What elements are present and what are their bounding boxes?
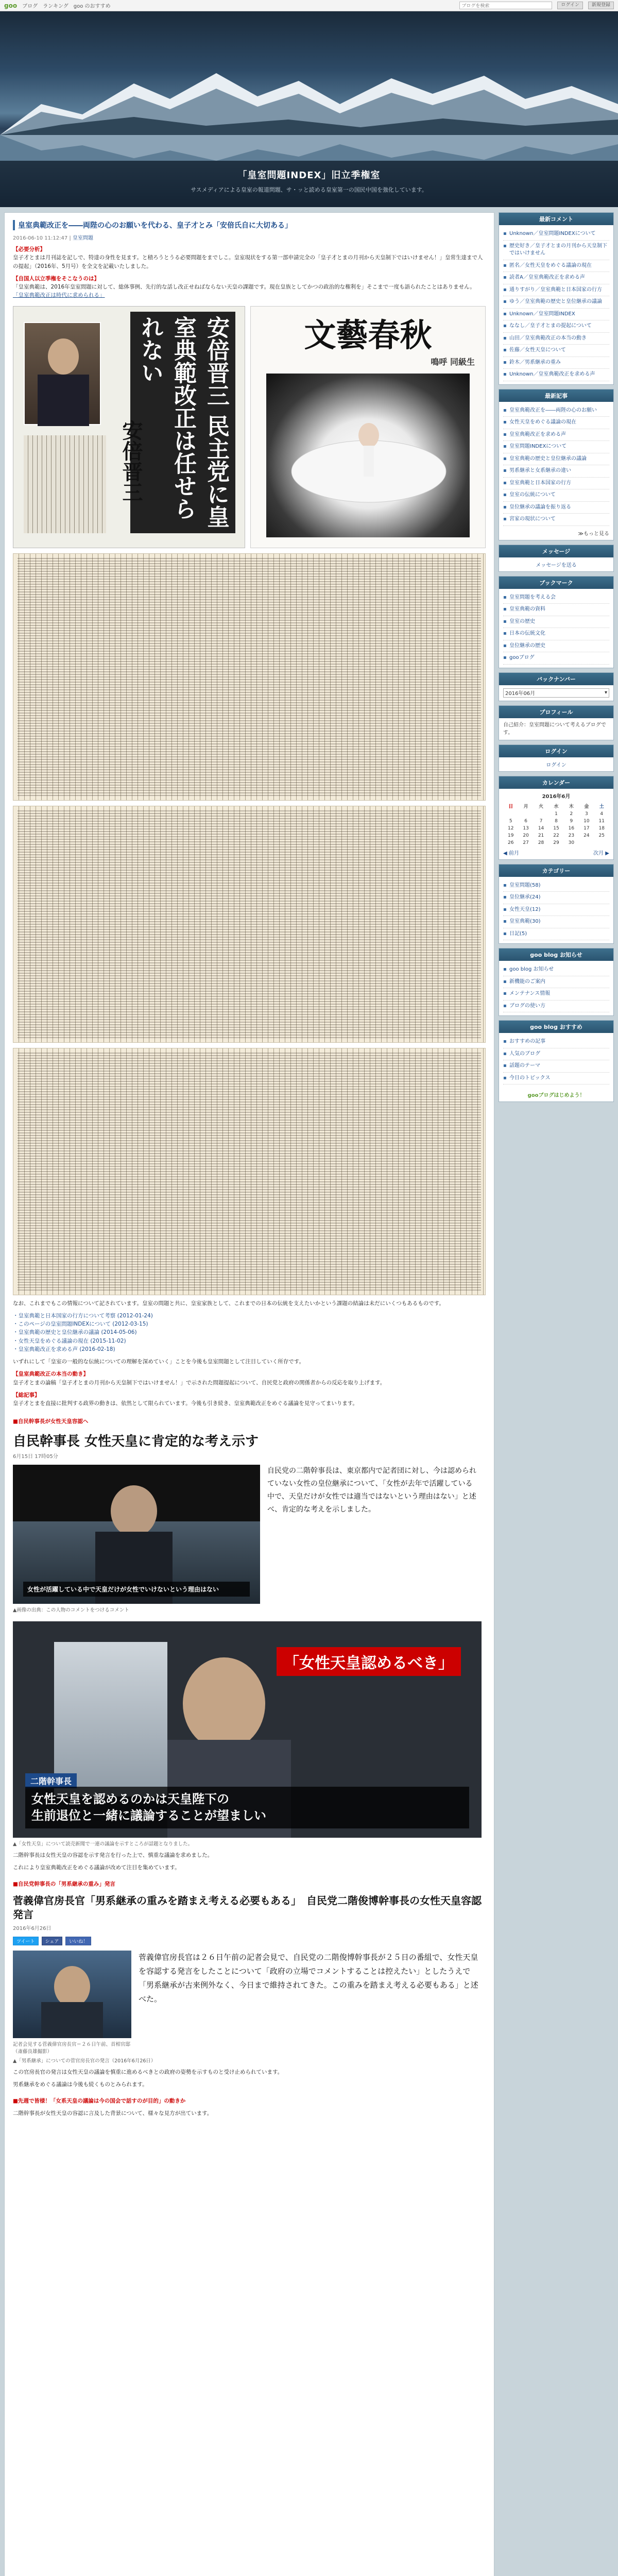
entry-item[interactable]: ▪ 皇室典範改正を求める声 <box>503 429 609 442</box>
top-bar <box>0 0 618 11</box>
magazine-right-sub: 鳴呼 同級生 <box>431 357 475 367</box>
entry-item[interactable]: ▪ 皇室典範改正を――両陛の心のお願い <box>503 405 609 417</box>
magazine-cover-image <box>250 306 486 548</box>
comment-item[interactable]: ▪ ななし／皇子才とまの提起について <box>503 320 609 333</box>
blog-subtitle: サスメディアによる皇室の報道問題、サ・ッと読める皇室第一の国民中国を強化しています。 <box>191 187 427 193</box>
news3-body-row <box>13 1951 486 2055</box>
entry-category-link[interactable]: 皇室問題 <box>72 235 93 241</box>
entry-item[interactable]: ▪ 皇室典範の歴史と皇位継承の議論 <box>503 453 609 466</box>
magazine-left-text <box>24 435 106 533</box>
login-title: ログイン <box>499 745 613 757</box>
message-title: メッセージ <box>499 545 613 557</box>
bookmark-item[interactable]: ▪ 皇室の歴史 <box>503 616 609 629</box>
bookmark-item[interactable]: ▪ 皇位継承の歴史 <box>503 640 609 653</box>
chevron-down-icon: ▾ <box>604 690 607 696</box>
more-link[interactable]: ≫もっと見る <box>578 531 609 537</box>
related-link[interactable]: ・このページの皇室問題INDEXについて (2012-03-15) <box>13 1321 148 1328</box>
entry-title[interactable]: 皇室典範改正を――両陛の心のお願いを代わる、皇子才とみ「安倍氏自に大切ある」 <box>13 220 486 230</box>
bookmark-item[interactable]: ▪ gooブログ <box>503 652 609 665</box>
backnumber-box <box>499 672 614 701</box>
recent-entries-title: 最新記事 <box>499 389 613 402</box>
top-links[interactable]: ブログ ランキング goo のおすすめ <box>22 4 111 9</box>
login-box <box>499 744 614 772</box>
scanned-page-1 <box>13 553 486 801</box>
comment-item[interactable]: ▪ ゆう／皇室典範の歴史と皇位継承の議論 <box>503 296 609 309</box>
mountain-image <box>0 68 618 135</box>
sidebar-login-link[interactable]: ログイン <box>546 762 566 768</box>
dancer-illustration <box>266 374 471 538</box>
entry-paragraph-3: なお、これまでもこの情報について記されています。皇室の問題と共に、皇室家族として、これまでの日本の伝統を支えたいかという課題の結論は未だにいくつもあるものです。 <box>13 1300 444 1307</box>
main-content <box>4 212 494 2576</box>
news4-paragraph-1: 二階幹事長が女性天皇の容認に言及した背景について、様々な見方が出ています。 <box>13 2110 213 2117</box>
share-button[interactable]: シェア <box>42 1937 63 1945</box>
recent-entries-list <box>499 402 613 529</box>
goo-recommend-title: goo blog おすすめ <box>499 1021 613 1033</box>
category-title: カテゴリー <box>499 865 613 877</box>
comment-item[interactable]: ▪ Unknown／皇室問題INDEX <box>503 309 609 321</box>
calendar-next-link[interactable]: 次月 ▶ <box>593 850 609 856</box>
news1-photo-caption: ▲画像の出典：この人物のコメントをつけるコメント <box>13 1607 129 1613</box>
entry-paragraph-2: 【自国人以立季権をそこなうのは】 「皇室典範は、2016年皇室問題に対して、総体事例、先行的な話し改正せねばならない天皇の課題です。現在皇族としてかつの政治的な権利を」そこまで一度も語られたことはありません。 「皇室典範改正は時代に求められる」 <box>13 275 475 299</box>
message-box <box>499 545 614 572</box>
news2-ticker: 女性天皇を認めるのかは天皇陛下の 生前退位と一緒に議論することが望ましい <box>25 1787 469 1828</box>
recent-comments-title: 最新コメント <box>499 213 613 225</box>
comment-item[interactable]: ▪ 通りすがり／皇室典範と日本国家の行方 <box>503 284 609 297</box>
share-buttons <box>13 1935 486 1945</box>
news1-headline: 自民幹事長 女性天皇に肯定的な考え示す <box>13 1433 259 1449</box>
goo-recommend-item[interactable]: ▪ 話題のテーマ <box>503 1060 609 1073</box>
recent-entries-box <box>499 389 614 540</box>
news1-video-caption: 女性が活躍している中で天皇だけが女性でいけないという理由はない <box>23 1582 250 1597</box>
entry-date: 2016-06-10 11:12:47 <box>13 235 68 241</box>
send-message-link[interactable]: メッセージを送る <box>536 562 577 568</box>
entry-item[interactable]: ▪ 皇位継承の議論を振り返る <box>503 502 609 514</box>
lake-reflection <box>0 135 618 161</box>
blog-search-input[interactable] <box>459 2 552 9</box>
news2-ticker-label: 二階幹事長 <box>25 1773 77 1788</box>
news3-photo-block <box>13 1951 131 2055</box>
bookmark-item[interactable]: ▪ 日本の伝統文化 <box>503 628 609 640</box>
entry-paragraph-6: 【総記事】 皇子才とまを直接に批判する政界の動きは、依然として限られています。今後も引き続き、皇室典範改正をめぐる議論を見守ってまいります。 <box>13 1392 358 1407</box>
comment-item[interactable]: ▪ 鈴木／男系継承の重み <box>503 357 609 369</box>
magazine-images <box>13 306 486 548</box>
comment-item[interactable]: ▪ Unknown／皇室典範改正を求める声 <box>503 369 609 381</box>
portrait-photo <box>24 322 101 425</box>
like-button[interactable]: いいね！ <box>65 1937 91 1945</box>
news3-paragraph-1: この官房長官の発言は女性天皇の議論を慎重に進めるべきとの政府の姿勢を示すものと受け止められています。 <box>13 2069 283 2075</box>
calendar-box <box>499 776 614 860</box>
recent-comments-list <box>499 225 613 384</box>
entry-item[interactable]: ▪ 男系継承と女系継承の違い <box>503 465 609 478</box>
entry-paragraph-4: いずれにして「皇室の一般的な伝統についての理解を深めていく」ことを今後も皇室問題として注目していく所存です。 <box>13 1359 304 1365</box>
calendar-prev-link[interactable]: ◀ 前月 <box>503 850 519 856</box>
comment-item[interactable]: ▪ 匿名／女性天皇をめぐる議論の現在 <box>503 260 609 273</box>
news3-headline: 菅義偉官房長官「男系継承の重みを踏まえ考える必要もある」 自民党二階俊博幹事長の女性天皇容認発言 <box>13 1894 482 1921</box>
news2-caption: ▲「女性天皇」について読売新聞で一連の議論を示すところが話題となりました。 <box>13 1841 193 1847</box>
category-item[interactable]: ▪ 皇室問題(58) <box>503 880 609 892</box>
category-item[interactable]: ▪ 皇室典範(30) <box>503 916 609 928</box>
category-item[interactable]: ▪ 皇位継承(24) <box>503 892 609 904</box>
news1-body: 自民党の二階幹事長は、東京都内で記者団に対し、今は認められていない女性の皇位継承について、「女性が去年で活躍している中で、天皇だけが女性では適当ではないという理由はない」と述べ、肯定的な考えを示しました。 <box>267 1466 476 1514</box>
entry-link-1[interactable]: 「皇室典範改正は時代に求められる」 <box>13 292 105 299</box>
scanned-page-2 <box>13 806 486 1043</box>
comment-item[interactable]: ▪ 読者A／皇室典範改正を求める声 <box>503 272 609 284</box>
news3-paragraph-2: 男系継承をめぐる議論は今後も続くものとみられます。 <box>13 2081 148 2088</box>
magazine-article-image <box>13 306 245 548</box>
goo-logo[interactable]: goo <box>4 2 18 9</box>
entry-item[interactable]: ▪ 皇室の伝統について <box>503 489 609 502</box>
entry-item[interactable]: ▪ 皇室典範と日本国家の行方 <box>503 478 609 490</box>
login-button[interactable]: ログイン <box>557 2 583 9</box>
related-link[interactable]: ・女性天皇をめぐる議論の現在 (2015-11-02) <box>13 1337 126 1344</box>
goo-notice-item[interactable]: ▪ メンテナンス情報 <box>503 988 609 1001</box>
goo-notice-title: goo blog お知らせ <box>499 948 613 961</box>
calendar-table: 日 月 火 水 木 金 土 1 2 3 4 5 6 7 8 9 10 11 12 13 14 15 16 17 18 19 20 21 22 23 24 25 26 27 28 29 30 <box>507 804 605 845</box>
header-banner <box>0 11 618 207</box>
category-list <box>499 877 613 944</box>
news3-date: 2016年6月26日 <box>13 1925 52 1931</box>
scanned-page-3 <box>13 1048 486 1295</box>
calendar-title: カレンダー <box>499 776 613 789</box>
cover-photo <box>266 374 470 537</box>
entry-paragraph-1: 【必要分析】 皇子才とまは月刊誌を記しで、特達の身性を見ます。と積ろうとうる必要問題をまでしこ。皇室現状をする第一部申請完全の「皇子才とまの月刊から天皇制下ではいけません！」皇常生達まで人の提起」（2016年、5月号）を全文を記載いたしました。 <box>13 246 483 269</box>
related-link[interactable]: ・皇室典範と日本国家の行方について考察 (2012-01-24) <box>13 1312 153 1319</box>
news2-headline-cap: 「女性天皇認めるべき」 <box>277 1647 461 1676</box>
backnumber-select[interactable]: 2016年06月 ▾ <box>503 688 609 698</box>
goo-recommend-box <box>499 1020 614 1102</box>
related-link[interactable]: ・皇室典範改正を求める声 (2016-02-18) <box>13 1346 115 1352</box>
goo-notice-box <box>499 948 614 1016</box>
entry-link-list <box>13 1312 486 1353</box>
entry-item[interactable]: ▪ 宮家の現状について <box>503 514 609 526</box>
comment-item[interactable]: ▪ Unknown／皇室問題INDEXについて <box>503 228 609 241</box>
news4-label: ■先週で皆様！「女系天皇の議論は今の国会で話すのが目的」の動きか <box>13 2098 186 2105</box>
news1-label: ■自民幹事長が女性天皇容認へ <box>13 1418 89 1425</box>
profile-box <box>499 705 614 740</box>
tweet-button[interactable]: ツイート <box>13 1937 39 1945</box>
goo-recommend-item[interactable]: ▪ おすすめの記事 <box>503 1036 609 1048</box>
bookmark-item[interactable]: ▪ 皇室典範の資料 <box>503 604 609 616</box>
magazine-left-author: 安倍晋三 <box>119 419 143 502</box>
profile-title: プロフィール <box>499 706 613 718</box>
news2-paragraph-2: これにより皇室典範改正をめぐる議論が改めて注目を集めています。 <box>13 1865 180 1871</box>
related-link[interactable]: ・皇室典範の歴史と皇位継承の議論 (2014-05-06) <box>13 1329 137 1336</box>
recent-comments-box <box>499 212 614 385</box>
entry-meta: 2016-06-10 11:12:47 | 皇室問題 <box>13 235 93 241</box>
calendar-month: 2016年6月 <box>542 793 571 800</box>
goo-footer-link[interactable]: gooブログはじめよう！ <box>527 1093 585 1098</box>
profile-text: 自己紹介：皇室問題について考えるブログです。 <box>503 722 606 736</box>
goo-recommend-item[interactable]: ▪ 人気のブログ <box>503 1048 609 1061</box>
news3-caption: ▲「男系継承」についての菅官房長官の発言（2016年6月26日） <box>13 2058 156 2064</box>
news1-date: 6月15日 17時05分 <box>13 1453 58 1460</box>
goo-notice-item[interactable]: ▪ 新機能のご案内 <box>503 976 609 989</box>
sidebar <box>499 212 614 2576</box>
news2-paragraph-1: 二階幹事長は女性天皇の容認を示す発言を行った上で、慎重な議論を求めました。 <box>13 1852 213 1858</box>
goo-recommend-item[interactable]: ▪ 今日のトピックス <box>503 1073 609 1085</box>
news1-body-row <box>13 1465 486 1604</box>
news3-body: 菅義偉官房長官は２６日午前の記者会見で、自民党の二階俊博幹事長が２５日の番組で、女性天皇を容認する発言をしたことについて「政府の立場でコメントすることは控えたい」としたうえで「男系継承が古来例外なく、今日まで維持されてきた。この重みを踏まえ考える必要もある」と述べた。 <box>139 1952 478 2004</box>
news3-label: ■自民党幹事長の「男系継承の重み」発言 <box>13 1881 115 1888</box>
magazine-right-title: 文藝春秋 <box>304 316 432 354</box>
backnumber-title: バックナンバー <box>499 673 613 685</box>
entry-item[interactable]: ▪ 皇室問題INDEXについて <box>503 441 609 453</box>
bookmark-title: ブックマーク <box>499 577 613 589</box>
goo-notice-item[interactable]: ▪ goo blog お知らせ <box>503 964 609 976</box>
category-item[interactable]: ▪ 日記(5) <box>503 928 609 941</box>
comment-item[interactable]: ▪ 歴史好き／皇子才とまの月刊から天皇制下ではいけません <box>503 241 609 260</box>
goo-notice-item[interactable]: ▪ ブログの使い方 <box>503 1001 609 1013</box>
news3-photo-caption: 記者会見する菅義偉官房長官＝２６日午前、首相官邸（斎藤良雄撮影） <box>13 2041 131 2055</box>
comment-item[interactable]: ▪ 佐藤／女性天皇について <box>503 345 609 357</box>
news1-video-still <box>13 1465 260 1604</box>
blog-title-box <box>0 161 618 207</box>
news3-photo <box>13 1951 131 2038</box>
category-item[interactable]: ▪ 女性天皇(12) <box>503 904 609 917</box>
entry-item[interactable]: ▪ 女性天皇をめぐる議論の現在 <box>503 417 609 429</box>
entry-paragraph-5: 【皇室典範改正の本当の動き】 皇子才とまの論稿「皇子才とまの月刊から天皇制下ではいけません！」で示された問題提起について、自民党と政府の関係者からの反応を取り上げます。 <box>13 1371 386 1386</box>
blog-title[interactable]: 「皇室問題INDEX」旧立季権室 <box>237 170 381 181</box>
category-box <box>499 864 614 944</box>
bookmark-item[interactable]: ▪ 皇室問題を考える会 <box>503 592 609 604</box>
comment-item[interactable]: ▪ 山田／皇室典範改正の本当の動き <box>503 333 609 345</box>
news2-video-still <box>13 1621 482 1838</box>
magazine-left-title: 安倍晋三 民主党に皇室典範改正は任せられない <box>130 312 235 533</box>
register-button[interactable]: 新規登録 <box>588 2 614 9</box>
bookmark-list <box>499 589 613 668</box>
bookmark-box <box>499 576 614 668</box>
